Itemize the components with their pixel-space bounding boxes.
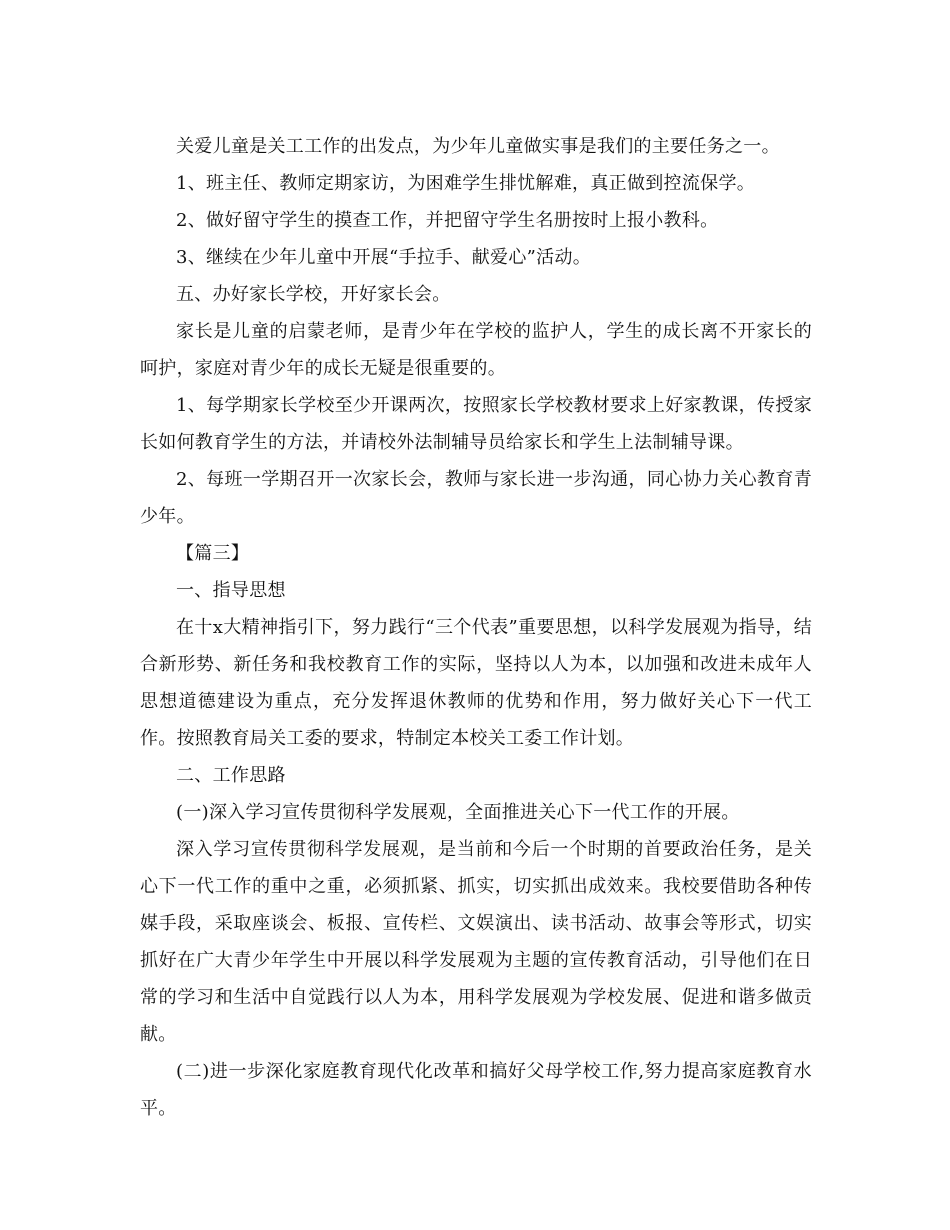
part-heading: 【篇三】: [176, 543, 250, 564]
section-heading: 二、工作思路: [176, 765, 286, 786]
paragraph: 1、班主任、教师定期家访，为困难学生排忧解难，真正做到控流保学。: [176, 173, 756, 194]
paragraph: 2、做好留守学生的摸查工作，并把留守学生名册按时上报小教科。: [176, 210, 719, 231]
paragraph: 2、每班一学期召开一次家长会，教师与家长进一步沟通，同心协力关心教育青少年。: [140, 469, 812, 527]
paragraph: 3、继续在少年儿童中开展“手拉手、献爱心”活动。: [176, 247, 592, 268]
section-heading: 五、办好家长学校，开好家长会。: [176, 284, 451, 305]
section-heading: 一、指导思想: [176, 580, 286, 601]
document-body: [140, 128, 812, 1127]
subsection-heading: (二)进一步深化家庭教育现代化改革和搞好父母学校工作,努力提高家庭教育水平。: [140, 1061, 812, 1119]
paragraph: 关爱儿童是关工工作的出发点，为少年儿童做实事是我们的主要任务之一。: [176, 136, 780, 157]
paragraph: 家长是儿童的启蒙老师，是青少年在学校的监护人，学生的成长离不开家长的呵护，家庭对青少年的成长无疑是很重要的。: [140, 321, 812, 379]
paragraph: 深入学习宣传贯彻科学发展观，是当前和今后一个时期的首要政治任务，是关心下一代工作的重中之重，必须抓紧、抓实，切实抓出成效来。我校要借助各种传媒手段，采取座谈会、板报、宣传栏、文娱演出、读书活动、故事会等形式，切实抓好在广大青少年学生中开展以科学发展观为主题的宣传教育活动，引导他们在日常的学习和生活中自觉践行以人为本，用科学发展观为学校发展、促进和谐多做贡献。: [140, 839, 812, 1045]
paragraph: 在十x大精神指引下，努力践行“三个代表”重要思想，以科学发展观为指导，结合新形势、新任务和我校教育工作的实际，坚持以人为本，以加强和改进未成年人思想道德建设为重点，充分发挥退休教师的优势和作用，努力做好关心下一代工作。按照教育局关工委的要求，特制定本校关工委工作计划。: [140, 617, 812, 749]
subsection-heading: (一)深入学习宣传贯彻科学发展观，全面推进关心下一代工作的开展。: [176, 802, 740, 823]
paragraph: 1、每学期家长学校至少开课两次，按照家长学校教材要求上好家教课，传授家长如何教育学生的方法，并请校外法制辅导员给家长和学生上法制辅导课。: [140, 395, 812, 453]
